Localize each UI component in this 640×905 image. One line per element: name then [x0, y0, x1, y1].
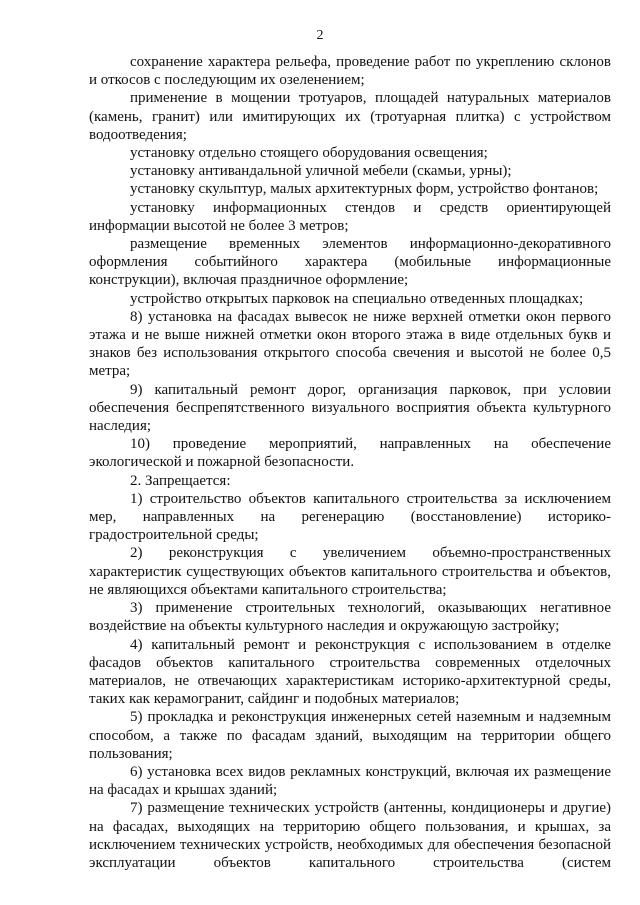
paragraph-prohibited-1-construction: 1) строительство объектов капитального строительства за исключением мер, направленных на регенерацию (восстановление) историко-градостроительной среды; [89, 490, 611, 544]
paragraph-item-8-signage: 8) установка на фасадах вывесок не ниже верхней отметки окон первого этажа и не выше нижней отметки окон второго этажа в виде отдельных букв и знаков без использования открытого способа свечения и высотой не более 0,5 метра; [89, 308, 611, 380]
page-number: 2 [316, 28, 324, 43]
paragraph-open-parking: устройство открытых парковок на специально отведенных площадках; [130, 290, 584, 307]
paragraph-item-9-road-repair: 9) капитальный ремонт дорог, организация парковок, при условии обеспечения беспрепятственного визуального восприятия объекта культурного наследия; [89, 381, 611, 435]
document-body [89, 53, 611, 872]
paragraph-prohibited-4-facade-materials: 4) капитальный ремонт и реконструкция с использованием в отделке фасадов объектов капитального строительства современных отделочных материалов, не отвечающих характеристикам историко-архитектурной среды, таких как керамогранит, сайдинг и подобных материалов; [89, 636, 611, 708]
paragraph-relief-preservation: сохранение характера рельефа, проведение работ по укреплению склонов и откосов с последующим их озеленением; [89, 54, 611, 89]
paragraph-paving-materials: применение в мощении тротуаров, площадей натуральных материалов (камень, гранит) или имитирующих их (тротуарная плитка) с устройством водоотведения; [89, 90, 611, 143]
section-heading-prohibited: 2. Запрещается: [130, 472, 231, 489]
paragraph-street-furniture: установку антивандальной уличной мебели (скамьи, урны); [130, 163, 512, 180]
paragraph-temporary-decor: размещение временных элементов информационно-декоративного оформления событийного характера (мобильные информационные конструкции), включая праздничное оформление; [89, 236, 611, 289]
paragraph-sculptures-fountains: установку скульптур, малых архитектурных форм, устройство фонтанов; [130, 181, 599, 198]
paragraph-prohibited-7-technical-devices: 7) размещение технических устройств (антенны, кондиционеры и другие) на фасадах, выходящих на территорию общего пользования, и крышах, за исключением технических устройств, необходимых для обеспечения безопасной эксплуатации объектов капитального строительства (систем [89, 800, 611, 871]
paragraph-prohibited-3-technologies: 3) применение строительных технологий, оказывающих негативное воздействие на объекты культурного наследия и окружающую застройку; [89, 600, 611, 635]
paragraph-prohibited-5-utility-networks: 5) прокладка и реконструкция инженерных сетей наземным и надземным способом, а также по фасадам зданий, выходящим на территории общего пользования; [89, 709, 611, 762]
paragraph-prohibited-2-reconstruction: 2) реконструкция с увеличением объемно-пространственных характеристик существующих объектов капитального строительства и объектов, не являющихся объектами капитального строительства; [89, 545, 611, 598]
paragraph-item-10-safety: 10) проведение мероприятий, направленных на обеспечение экологической и пожарной безопасности. [89, 436, 611, 471]
paragraph-information-stands: установку информационных стендов и средств ориентирующей информации высотой не более 3 метров; [89, 199, 611, 234]
paragraph-lighting-equipment: установку отдельно стоящего оборудования освещения; [130, 145, 488, 162]
paragraph-prohibited-6-advertising: 6) установка всех видов рекламных конструкций, включая их размещение на фасадах и крышах зданий; [89, 763, 611, 799]
